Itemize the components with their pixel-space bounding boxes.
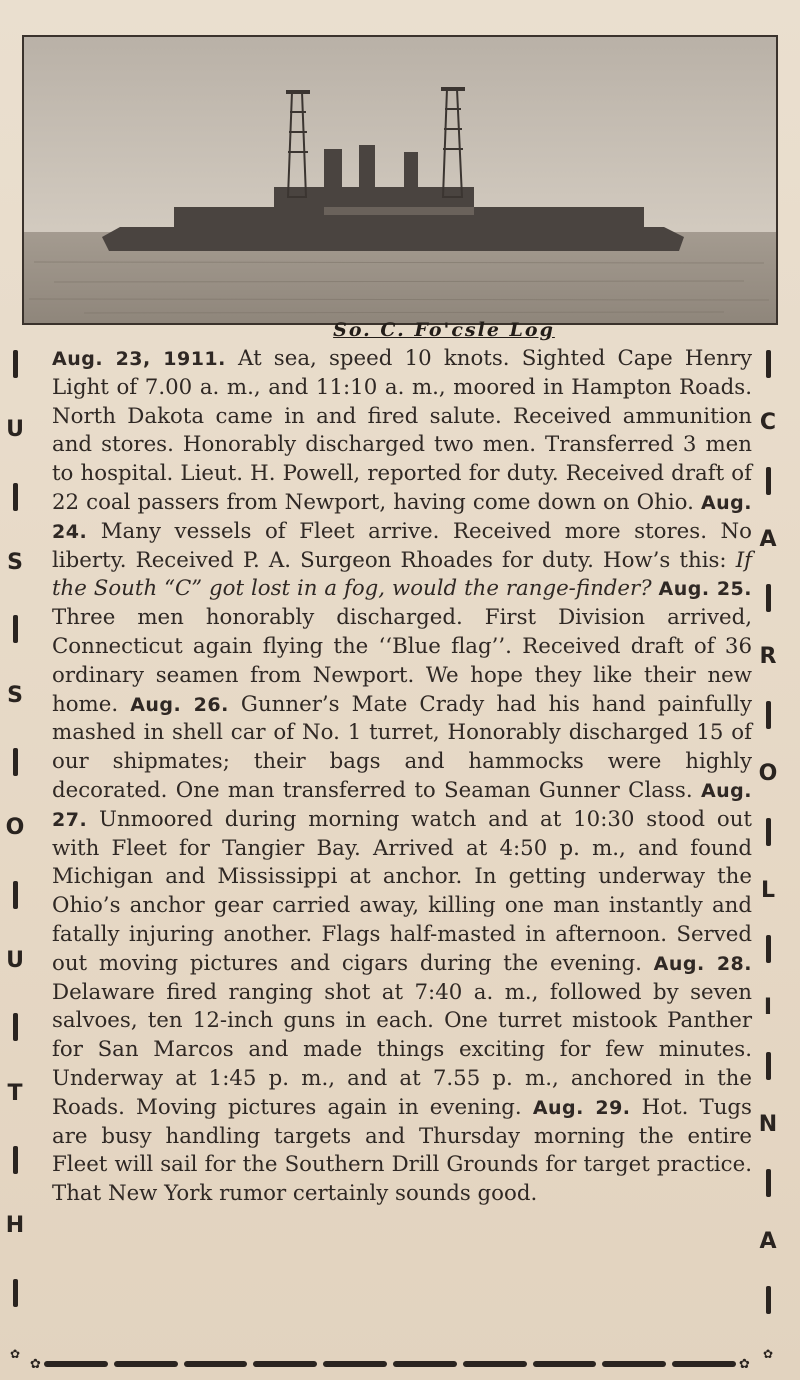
log-entry-text: Three men honorably discharged. First Division arrived, Connecticut again flying the ‘‘Blue flag’’. Received draft of 36 ordinary seamen from Newport. We hope they like their new home. bbox=[52, 605, 752, 717]
log-paragraph bbox=[52, 345, 752, 1209]
border-letter: O bbox=[5, 815, 25, 841]
border-letter: S bbox=[7, 682, 23, 708]
ornament-bar bbox=[13, 1146, 18, 1174]
ornament-bar bbox=[184, 1361, 248, 1367]
battleship-photo bbox=[22, 35, 778, 341]
left-border-ornament bbox=[2, 350, 28, 1360]
ornament-bar bbox=[766, 1052, 771, 1080]
ornament-bar bbox=[323, 1361, 387, 1367]
ornament-bar bbox=[602, 1361, 666, 1367]
border-letter: N bbox=[758, 1111, 778, 1137]
border-letter: I bbox=[763, 994, 773, 1020]
border-letter: A bbox=[759, 526, 777, 552]
photo-caption: So. C. Fo'csle Log bbox=[333, 319, 555, 341]
ornament-bar bbox=[253, 1361, 317, 1367]
ornament-bar bbox=[463, 1361, 527, 1367]
border-letter: U bbox=[6, 417, 24, 443]
ornament-bar bbox=[393, 1361, 457, 1367]
ornament-bar bbox=[766, 701, 771, 729]
ornament-bar bbox=[766, 467, 771, 495]
ornament-bar bbox=[533, 1361, 597, 1367]
ornament-bar bbox=[766, 818, 771, 846]
ornament-bar bbox=[672, 1361, 736, 1367]
border-letter: T bbox=[7, 1080, 23, 1106]
border-letter: S bbox=[7, 549, 23, 575]
log-entry-text: Gunner’s Mate Crady had his hand painfully mashed in shell car of No. 1 turret, Honorably discharged 15 of our shipmates; their bags and hammocks were highly decorated. One man transferred to Seaman Gunner Class. bbox=[52, 691, 752, 803]
ornament-bar bbox=[114, 1361, 178, 1367]
log-entry-text: Many vessels of Fleet arrive. Received more stores. No liberty. Received P. A. Surgeon Rhoades for duty. How’s this: bbox=[52, 518, 752, 573]
log-date: Aug. 25. bbox=[658, 578, 752, 601]
ornament-bar bbox=[13, 350, 18, 378]
log-entry-text bbox=[652, 576, 659, 601]
ornament-bar bbox=[13, 748, 18, 776]
log-text bbox=[52, 345, 752, 1209]
ornament-bar bbox=[13, 615, 18, 643]
right-border-ornament bbox=[755, 350, 781, 1360]
border-letter: A bbox=[759, 1228, 777, 1254]
ornament-flower-icon: ✿ bbox=[739, 1356, 750, 1372]
log-joke: If the South “C” got lost in a fog, would the range-finder? bbox=[52, 547, 752, 602]
ornament-bar bbox=[766, 350, 771, 378]
ornament-bar bbox=[766, 584, 771, 612]
border-letter: H bbox=[5, 1213, 25, 1239]
log-entry-text: Unmoored during morning watch and at 10:30 stood out with Fleet for Tangier Bay. Arrived at 4:50 p. m., and found Michigan and Mississippi at anchor. In getting underway the Ohio’s anchor gear carried away, killing one man instantly and fatally injuring another. Flags half-masted in afternoon. Served out moving pictures and cigars during the evening. bbox=[52, 806, 752, 976]
ornament-bar bbox=[13, 1013, 18, 1041]
ornament-bar bbox=[13, 1279, 18, 1307]
ornament-bar bbox=[13, 881, 18, 909]
log-date: Aug. 26. bbox=[130, 693, 229, 716]
log-date: Aug. 29. bbox=[532, 1096, 631, 1119]
border-letter: O bbox=[758, 760, 778, 786]
ornament-bar bbox=[13, 483, 18, 511]
log-date: Aug. 27. bbox=[52, 779, 752, 831]
ornament-bar bbox=[766, 935, 771, 963]
ornament-flower-icon: ✿ bbox=[30, 1356, 41, 1372]
battleship-illustration bbox=[24, 37, 776, 323]
log-entry-text: At sea, speed 10 knots. Sighted Cape Henry Light of 7.00 a. m., and 11:10 a. m., moored in Hampton Roads. North Dakota came in and fired salute. Received ammunition and stores. Honorably discharged two men. Transferred 3 men to hospital. Lieut. H. Powell, reported for duty. Received draft of 22 coal passers from Newport, having come down on Ohio. bbox=[52, 346, 752, 515]
log-date: Aug. 23, 1911. bbox=[52, 348, 226, 370]
ornament-bar bbox=[44, 1361, 108, 1367]
ornament-bar bbox=[766, 1286, 771, 1314]
border-letter: L bbox=[760, 877, 776, 903]
ornament-flower-icon: ✿ bbox=[762, 1346, 774, 1361]
log-date: Aug. 24. bbox=[52, 491, 752, 543]
ornament-bar bbox=[766, 1169, 771, 1197]
log-entry-text: Hot. Tugs are busy handling targets and Thursday morning the entire Fleet will sail for the Southern Drill Grounds for target practice. That New York rumor certainly sounds good. bbox=[52, 1094, 752, 1207]
border-letter: U bbox=[6, 947, 24, 973]
bottom-border-ornament bbox=[30, 1356, 750, 1372]
border-letter: C bbox=[759, 409, 777, 435]
ornament-flower-icon: ✿ bbox=[9, 1346, 21, 1361]
log-entry-text: Delaware fired ranging shot at 7:40 a. m., followed by seven salvoes, ten 12-inch guns in each. One turret mistook Panther for San Marcos and made things exciting for few minutes. Underway at 1:45 p. m., and at 7.55 p. m., anchored in the Roads. Moving pictures again in evening. bbox=[52, 979, 752, 1120]
border-letter: R bbox=[759, 643, 777, 669]
log-date: Aug. 28. bbox=[653, 952, 752, 975]
